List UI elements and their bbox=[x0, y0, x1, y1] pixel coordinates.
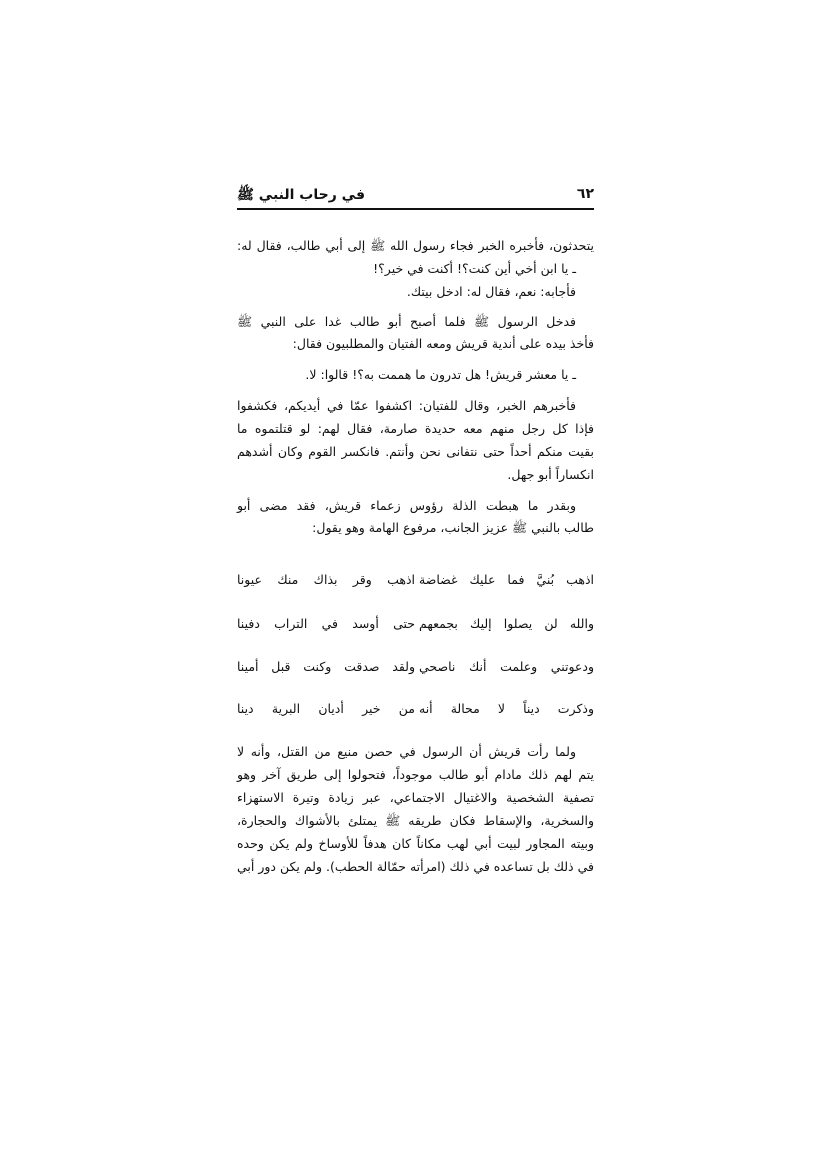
text-line: انكساراً أبو جهل. bbox=[507, 467, 594, 482]
text-line: فأخبرهم الخبر، وقال للفتيان: اكشفوا عمّا في أيديكم، فكشفوا bbox=[237, 398, 576, 413]
dialogue-line: ـ يا ابن أخي أين كنت؟! أكنت في خير؟! bbox=[373, 261, 576, 276]
text-line: فإذا كل رجل منهم معه حديدة صارمة، فقال لهم: لو قتلتموه ما bbox=[237, 421, 594, 436]
text-line: يتحدثون، فأخبره الخبر فجاء رسول الله ﷺ إلى أبي طالب، فقال له: bbox=[237, 238, 594, 253]
text-line: بقيت منكم أحداً حتى نتفانى نحن وأنتم. فانكسر القوم وكان أشدهم bbox=[237, 444, 594, 459]
text-line: يتم لهم ذلك مادام أبو طالب موجوداً، فتحولوا إلى طريق آخر وهو bbox=[237, 767, 594, 782]
text-line: فدخل الرسول ﷺ فلما أصبح أبو طالب غدا على النبي ﷺ bbox=[237, 314, 576, 329]
text-line: والسخرية، والإسقاط فكان طريقه ﷺ يمتلئ بالأشواك والحجارة، bbox=[237, 813, 594, 828]
poem-hemistich-left: اذهب وقر بذاك منك عيونا bbox=[237, 572, 415, 587]
dialogue-line: ـ يا معشر قريش! هل تدرون ما هممت به؟! قالوا: لا. bbox=[305, 367, 576, 382]
running-title: في رحاب النبي ﷺ bbox=[237, 187, 365, 203]
poem-hemistich-right: والله لن يصلوا إليك بجمعهم bbox=[419, 616, 594, 631]
text-line: في ذلك بل تساعده في ذلك (امرأته حمّالة الحطب). ولم يكن دور أبي bbox=[237, 859, 594, 874]
poem-hemistich-right: اذهب بُنيَّ فما عليك غضاضة bbox=[419, 572, 594, 587]
poem-hemistich-right: ودعوتني وعلمت أنك ناصحي bbox=[419, 659, 594, 674]
text-line: وبقدر ما هبطت الذلة رؤوس زعماء قريش، فقد مضى أبو bbox=[237, 498, 576, 513]
poem-hemistich-right: وذكرت ديناً لا محالة أنه bbox=[419, 701, 594, 716]
text-line: ولما رأت قريش أن الرسول في حصن منيع من القتل، وأنه لا bbox=[237, 744, 576, 759]
poem-hemistich-left: حتى أوسد في التراب دفينا bbox=[237, 616, 415, 631]
text-line: وبيته المجاور لبيت أبي لهب مكاناً كان هدفاً للأوساخ ولم يكن وحده bbox=[237, 836, 594, 851]
text-line: فأخذ بيده على أندية قريش ومعه الفتيان والمطلبيون فقال: bbox=[292, 336, 594, 351]
page-number: ٦٢ bbox=[576, 186, 594, 202]
text-line: طالب بالنبي ﷺ عزيز الجانب، مرفوع الهامة وهو يقول: bbox=[312, 520, 594, 535]
running-header bbox=[237, 186, 594, 206]
text-line: تصفية الشخصية والاغتيال الاجتماعي، عبر زيادة وتيرة الاستهزاء bbox=[237, 790, 594, 805]
text-line: فأجابه: نعم، فقال له: ادخل بيتك. bbox=[406, 284, 576, 299]
header-rule bbox=[237, 208, 594, 210]
poem-hemistich-left: من خير أديان البرية دينا bbox=[237, 701, 415, 716]
poem-hemistich-left: ولقد صدقت وكنت قبل أمينا bbox=[237, 659, 415, 674]
